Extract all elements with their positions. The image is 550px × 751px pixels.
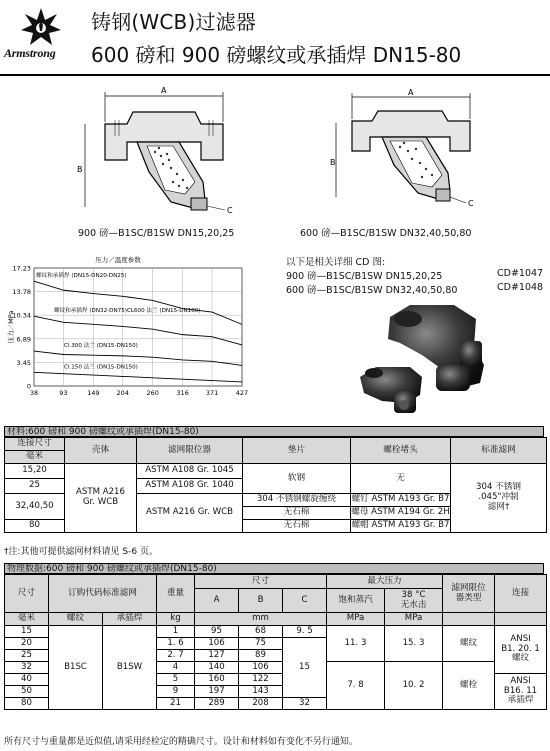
brand-name: Armstrong: [4, 46, 56, 60]
header-weight: 重量: [157, 575, 195, 613]
cold-water-cell: 15. 3: [385, 626, 443, 662]
connection-line: 承插焊: [507, 695, 534, 706]
size-cell: 15: [5, 626, 49, 638]
plug-none: 无: [351, 464, 451, 494]
screen-line: .045"冲制: [478, 492, 519, 503]
dim-a-cell: 127: [195, 650, 239, 662]
physical-section-title: 物理数据:600 磅和 900 磅螺纹或承插焊(DN15-80): [4, 563, 544, 574]
screen-line: 304 不锈钢: [476, 482, 521, 493]
dim-a-cell: 95: [195, 626, 239, 638]
footer-note: 所有尺寸与重量都是近似值,请采用经检定的精确尺寸。设计和材料如有变化不另行通知。: [4, 737, 358, 747]
dim-c-label: C: [227, 206, 233, 215]
sat-steam-cell: 11. 3: [327, 626, 385, 662]
header-size: 尺寸: [5, 575, 49, 613]
dim-b-cell: 208: [239, 698, 283, 710]
header-cap-type: [443, 575, 495, 613]
screen-line: 滤网†: [487, 501, 510, 512]
header-c: C: [283, 589, 327, 613]
physical-data-table: [4, 574, 547, 710]
unit-thread: 螺纹: [49, 613, 103, 626]
x-tick-label: 427: [235, 389, 249, 397]
x-tick-label: 93: [59, 389, 68, 397]
connection-line: ANSI: [510, 633, 531, 644]
cap-type-cell: 螺纹: [443, 626, 495, 662]
size-cell: 80: [5, 698, 49, 710]
size-cell: 25: [5, 650, 49, 662]
unit-mm: 毫米: [5, 613, 49, 626]
header-b: B: [239, 589, 283, 613]
dim-b-cell: 89: [239, 650, 283, 662]
header-size-unit: 毫米: [5, 451, 65, 464]
strainer-drawing-600: [330, 85, 490, 215]
sat-steam-cell: 7. 8: [327, 662, 385, 710]
cold-water-cell: 10. 2: [385, 662, 443, 710]
materials-footnote: †注:其他可提供滤网材料请见 S-6 页。: [4, 547, 158, 557]
dim-c-cell: 9. 5: [283, 626, 327, 638]
weight-cell: 9: [157, 686, 195, 698]
y-tick-label: 0: [26, 382, 31, 391]
gasket-non-asbestos: 无石棉: [243, 520, 351, 533]
unit-kg: kg: [157, 613, 195, 626]
header-cap-line: 滤网限位: [451, 582, 486, 593]
dim-a-cell: 160: [195, 674, 239, 686]
header-cap: 滤网限位器: [137, 438, 243, 464]
right-drawing-caption: 600 磅—B1SC/B1SW DN32,40,50,80: [300, 228, 472, 239]
starburst-icon: [21, 8, 61, 45]
materials-section-title: 材料:600 磅和 900 磅螺纹或承插焊(DN15-80): [4, 426, 544, 437]
header-size: 连接尺寸: [5, 438, 65, 451]
connection-socket-weld: [495, 674, 547, 710]
x-tick-label: 316: [176, 389, 189, 397]
dim-a-label-right: A: [408, 88, 414, 97]
weight-cell: 2. 7: [157, 650, 195, 662]
series-label: Cl.150 法兰 (DN15-DN150): [64, 364, 138, 371]
dim-c-label-right: C: [468, 199, 474, 208]
dim-b-label: B: [77, 165, 83, 174]
y-tick-label: 10.34: [12, 311, 31, 320]
unit-blank: [443, 613, 495, 626]
dim-c-cell: 15: [283, 638, 327, 698]
y-axis-label: 压力／MPa: [7, 310, 15, 344]
dim-b-cell: 68: [239, 626, 283, 638]
unit-socket-weld: 承插焊: [103, 613, 157, 626]
connection-thread: [495, 626, 547, 674]
dim-b-cell: 143: [239, 686, 283, 698]
series-label: Cl.300 法兰 (DN15-DN150): [64, 343, 138, 350]
left-drawing-caption: 900 磅—B1SC/B1SW DN15,20,25: [78, 228, 235, 239]
size-cell: 32: [5, 662, 49, 674]
size-cell: 25: [5, 479, 65, 494]
size-cell: 40: [5, 674, 49, 686]
header-cold-water: [385, 589, 443, 613]
cap-material: ASTM A216 Gr. WCB: [137, 494, 243, 533]
chart-title: 压力／温度参数: [95, 256, 141, 264]
unit-mpa: MPa: [327, 613, 385, 626]
weight-cell: 5: [157, 674, 195, 686]
cap-type-cell: 螺栓: [443, 662, 495, 710]
header-plug: 螺栓堵头: [351, 438, 451, 464]
unit-blank: [495, 613, 547, 626]
header-max-pressure: 最大压力: [327, 575, 443, 589]
x-tick-label: 38: [29, 389, 39, 397]
gasket-non-asbestos: 无石棉: [243, 507, 351, 520]
plug-cap: 螺帽 ASTM A193 Gr. B7: [351, 520, 451, 533]
dim-b-cell: 106: [239, 662, 283, 674]
product-photo: [352, 295, 502, 423]
header-saturated-steam: 饱和蒸汽: [327, 589, 385, 613]
y-tick-label: 13.78: [12, 288, 31, 297]
dim-a-cell: 197: [195, 686, 239, 698]
weight-cell: 21: [157, 698, 195, 710]
weight-cell: 1. 6: [157, 638, 195, 650]
unit-mm-dims: mm: [195, 613, 327, 626]
header-model: 订购代码标准滤网: [49, 575, 157, 613]
y-tick-label: 3.45: [16, 358, 31, 367]
size-cell: 15,20: [5, 464, 65, 479]
y-tick-label: 6.89: [16, 335, 31, 344]
model-thread: B1SC: [49, 626, 103, 710]
dim-b-cell: 122: [239, 674, 283, 686]
weight-cell: 1: [157, 626, 195, 638]
x-tick-label: 149: [87, 389, 100, 397]
header-a: A: [195, 589, 239, 613]
page-subtitle: 600 磅和 900 磅螺纹或承插焊 DN15-80: [91, 43, 462, 67]
dim-c-cell: 32: [283, 698, 327, 710]
cd-row-label: 900 磅—B1SC/B1SW DN15,20,25: [286, 271, 443, 282]
connection-line: B1. 20. 1: [501, 643, 540, 654]
dim-a-cell: 140: [195, 662, 239, 674]
cd-row-label: 600 磅—B1SC/B1SW DN32,40,50,80: [286, 285, 458, 296]
connection-line: B16. 11: [503, 685, 538, 696]
size-cell: 50: [5, 686, 49, 698]
header-connection: 连接: [495, 575, 547, 613]
x-tick-label: 371: [205, 389, 219, 397]
cap-material: ASTM A108 Gr. 1045: [137, 464, 243, 479]
header-rule: [0, 74, 550, 76]
dim-b-label-right: B: [330, 158, 336, 167]
cd-intro: 以下是相关详细 CD 图:: [286, 257, 386, 268]
strainer-drawing-900: [75, 82, 250, 222]
size-cell: 20: [5, 638, 49, 650]
dim-a-cell: 289: [195, 698, 239, 710]
x-tick-label: 204: [116, 389, 129, 397]
screen-material: [451, 464, 547, 533]
plug-bolt: 螺钉 ASTM A193 Gr. B7: [351, 494, 451, 507]
header-screen: 标准滤网: [451, 438, 547, 464]
size-cell: 32,40,50: [5, 494, 65, 520]
body-material: ASTM A216 Gr. WCB: [65, 464, 137, 533]
dim-a-cell: 106: [195, 638, 239, 650]
header-gasket: 垫片: [243, 438, 351, 464]
header-body: 壳体: [65, 438, 137, 464]
plug-nut: 螺母 ASTM A194 Gr. 2H: [351, 507, 451, 520]
header-cold-line: 38 °C: [401, 589, 426, 600]
x-tick-label: 260: [146, 389, 159, 397]
header-cold-line: 无水击: [400, 599, 427, 610]
materials-table: [4, 437, 547, 533]
gasket-soft-steel: 软钢: [243, 464, 351, 494]
connection-line: 螺纹: [511, 653, 530, 664]
cd-row-number: CD#1048: [497, 282, 544, 293]
header-cap-line: 器类型: [455, 592, 482, 603]
size-cell: 80: [5, 520, 65, 533]
y-tick-label: 17.23: [12, 264, 31, 273]
dim-b-cell: 75: [239, 638, 283, 650]
series-label: 螺纹和承插焊 (DN15-DN20-DN25): [36, 273, 127, 280]
dim-a-label: A: [161, 86, 167, 95]
header-dims: 尺寸: [195, 575, 327, 589]
cap-material: ASTM A108 Gr. 1040: [137, 479, 243, 494]
unit-mpa: MPa: [385, 613, 443, 626]
gasket-304: 304 不锈钢螺旋缠绕: [243, 494, 351, 507]
model-socket-weld: B1SW: [103, 626, 157, 710]
connection-line: ANSI: [510, 675, 531, 686]
cd-row-number: CD#1047: [497, 268, 544, 279]
pressure-temperature-chart: [4, 254, 252, 400]
weight-cell: 4: [157, 662, 195, 674]
series-label: 螺纹和承插焊 (DN32-DN75)CL600 法兰 (DN15-DN100): [54, 308, 201, 315]
page-title: 铸钢(WCB)过滤器: [91, 10, 257, 34]
